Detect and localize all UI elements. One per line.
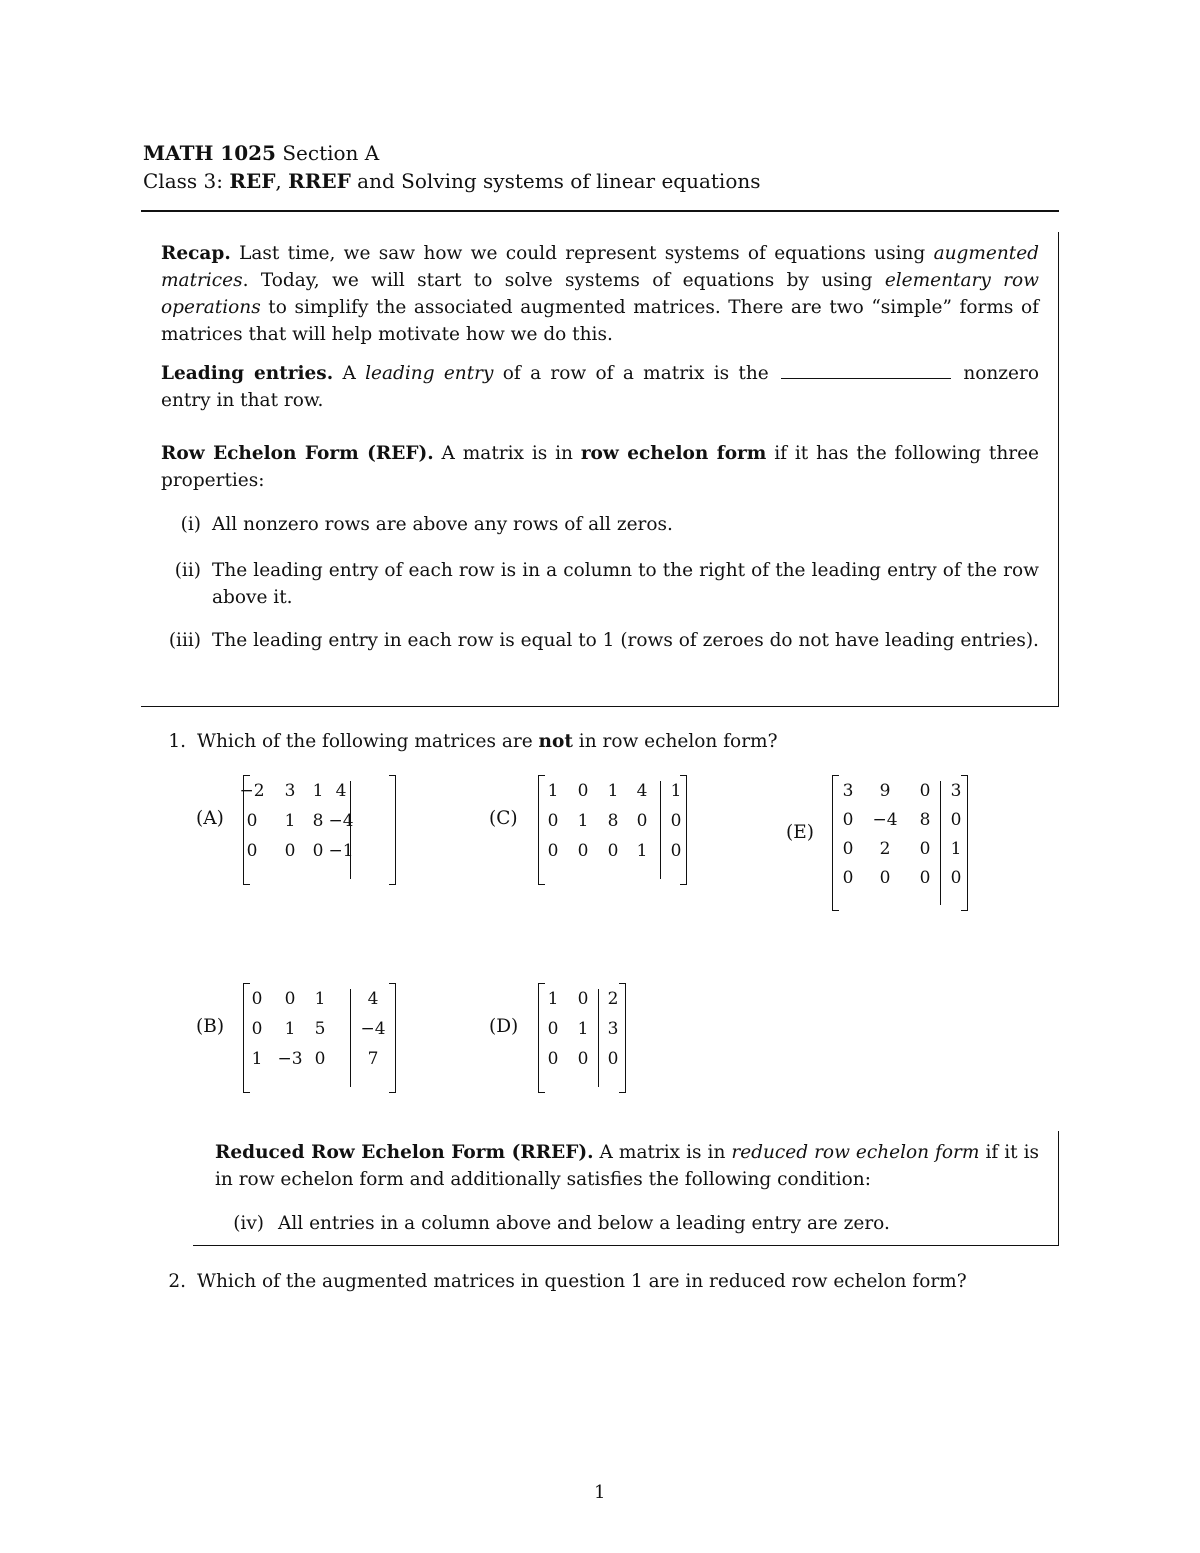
rref-text-1: A matrix is in (593, 1142, 732, 1163)
matrix-cell: −2 (239, 781, 265, 801)
property-number: (iii) (168, 630, 201, 651)
matrix-cell: 1 (950, 839, 962, 859)
matrix-label-d: (D) (489, 1016, 519, 1037)
class-title (143, 169, 761, 193)
question-1-text-1: Which of the following matrices are (197, 731, 539, 752)
matrix-cell: 0 (919, 839, 931, 859)
ref-definition (161, 440, 1039, 494)
question-1-text-2: in row echelon form? (572, 731, 778, 752)
leading-entries-paragraph (161, 360, 1039, 414)
recap-text-3: to simplify the associated augmented matrices. There are two “simple” forms of matrices that will help motivate how we do this. (161, 297, 1039, 345)
matrix-cell: 4 (335, 781, 347, 801)
matrix-cell: 0 (919, 868, 931, 888)
matrix-cell: 0 (919, 781, 931, 801)
matrix-cell: 1 (607, 781, 619, 801)
matrix-cell: 8 (607, 811, 619, 831)
matrix-c (538, 775, 687, 885)
matrix-cell: 8 (312, 811, 324, 831)
matrix-cell: 0 (547, 811, 559, 831)
matrix-cell: 0 (950, 810, 962, 830)
matrix-cell: 3 (284, 781, 296, 801)
matrix-cell: 1 (314, 989, 326, 1009)
question-2-text: Which of the augmented matrices in question 1 are in reduced row echelon form? (197, 1271, 967, 1292)
question-2 (161, 1268, 1039, 1295)
property-text: The leading entry of each row is in a column to the right of the leading entry of the row above it. (212, 560, 1039, 608)
ref-property-item (161, 627, 1039, 654)
fill-in-blank (781, 377, 951, 379)
leading-emphasis: leading entry (365, 363, 494, 384)
matrix-cell: 0 (547, 1019, 559, 1039)
rref-property-item (215, 1210, 1039, 1237)
matrix-cell: −1 (328, 841, 354, 861)
matrix-cell: 0 (314, 1049, 326, 1069)
question-1-bold: not (538, 731, 573, 752)
matrix-cell: 2 (879, 839, 891, 859)
matrix-cell: 0 (607, 841, 619, 861)
class-ref: REF (229, 169, 276, 193)
matrix-cell: 0 (879, 868, 891, 888)
right-bracket (389, 983, 396, 1093)
matrix-cell: 0 (842, 839, 854, 859)
matrix-cell: 0 (251, 989, 263, 1009)
matrix-cell: −4 (360, 1019, 386, 1039)
matrix-cell: 0 (577, 1049, 589, 1069)
matrix-label-c: (C) (489, 808, 518, 829)
class-sep: , (275, 169, 289, 193)
recap-text-2: . Today, we will start to solve systems of equations by using (242, 270, 885, 291)
matrix-a (239, 775, 396, 885)
matrix-cell: 1 (284, 1019, 296, 1039)
matrix-cell: 0 (607, 1049, 619, 1069)
ref-property-item (161, 557, 1039, 611)
course-title (143, 141, 379, 165)
leading-text-2: of a row of a matrix is the (493, 363, 779, 384)
matrix-cell: 0 (842, 810, 854, 830)
matrix-cell: 0 (547, 841, 559, 861)
matrix-cell: 1 (312, 781, 324, 801)
rref-label: Reduced Row Echelon Form (RREF). (215, 1142, 594, 1163)
matrix-cell: 0 (577, 989, 589, 1009)
ref-bold-term: row echelon form (580, 443, 767, 464)
recap-paragraph (161, 240, 1039, 348)
right-bracket (389, 775, 396, 885)
class-rref: RREF (288, 169, 351, 193)
matrix-cell: 0 (251, 1019, 263, 1039)
course-section: Section A (275, 141, 380, 165)
matrix-cell: 1 (636, 841, 648, 861)
matrix-label-e: (E) (786, 822, 814, 843)
matrix-cell: 3 (950, 781, 962, 801)
augment-bar (350, 989, 351, 1087)
matrix-cell: 0 (842, 868, 854, 888)
matrix-cell: 0 (670, 811, 682, 831)
matrix-cell: 0 (547, 1049, 559, 1069)
question-1 (161, 728, 1039, 755)
recap-text-1: Last time, we saw how we could represent systems of equations using (230, 243, 934, 264)
question-number: 1. (168, 731, 186, 752)
matrix-cell: 0 (577, 841, 589, 861)
matrix-cell: 0 (246, 841, 258, 861)
matrix-cell: 3 (842, 781, 854, 801)
leading-text-3: nonzero entry in that row. (161, 363, 1039, 411)
ref-text-1: A matrix is in (433, 443, 581, 464)
recap-emphasis-2: elementary row operations (161, 270, 1039, 318)
matrix-cell: 0 (246, 811, 258, 831)
matrix-cell: 0 (284, 841, 296, 861)
question-number: 2. (168, 1271, 186, 1292)
rref-text-2: if it is in row echelon form and additionally satisfies the following condition: (215, 1142, 1039, 1190)
matrix-cell: 0 (577, 781, 589, 801)
matrix-cell: 4 (367, 989, 379, 1009)
leading-label: Leading entries. (161, 363, 334, 384)
property-text: All nonzero rows are above any rows of all zeros. (212, 514, 673, 535)
matrix-cell: 0 (636, 811, 648, 831)
matrix-cell: 9 (879, 781, 891, 801)
matrix-label-b: (B) (196, 1016, 225, 1037)
matrix-cell: 4 (636, 781, 648, 801)
matrix-cell: 1 (670, 781, 682, 801)
recap-emphasis-1: augmented matrices (161, 243, 1039, 291)
property-number: (iv) (233, 1213, 264, 1234)
matrix-cell: 1 (577, 811, 589, 831)
matrix-cell: 8 (919, 810, 931, 830)
matrix-cell: 1 (547, 989, 559, 1009)
ref-label: Row Echelon Form (REF). (161, 443, 434, 464)
recap-label: Recap. (161, 243, 231, 264)
matrix-cell: 0 (284, 989, 296, 1009)
matrix-cell: 1 (251, 1049, 263, 1069)
matrix-label-a: (A) (196, 808, 224, 829)
class-rest: and Solving systems of linear equations (350, 169, 761, 193)
matrix-cell: −3 (277, 1049, 303, 1069)
matrix-cell: 5 (314, 1019, 326, 1039)
ref-text-2: if it has the following three properties: (161, 443, 1039, 491)
matrix-cell: 0 (950, 868, 962, 888)
matrix-cell: 1 (284, 811, 296, 831)
matrix-cell: 1 (547, 781, 559, 801)
matrix-cell: 7 (367, 1049, 379, 1069)
page-number: 1 (594, 1482, 606, 1503)
course-code: MATH 1025 (143, 141, 276, 165)
property-number: (i) (180, 514, 201, 535)
matrix-cell: −4 (872, 810, 898, 830)
matrix-cell: 0 (670, 841, 682, 861)
property-text: All entries in a column above and below a leading entry are zero. (278, 1213, 890, 1234)
leading-text-1: A (333, 363, 366, 384)
matrix-e (832, 775, 968, 911)
matrix-cell: 2 (607, 989, 619, 1009)
matrix-cell: 0 (312, 841, 324, 861)
property-number: (ii) (174, 560, 201, 581)
matrix-cell: 3 (607, 1019, 619, 1039)
rref-definition (215, 1139, 1039, 1193)
ref-property-item (161, 511, 1039, 538)
class-prefix: Class 3: (143, 169, 230, 193)
matrix-d (538, 983, 626, 1093)
matrix-cell: −4 (328, 811, 354, 831)
header-rule (141, 210, 1059, 212)
matrix-b (243, 983, 396, 1093)
rref-emphasis: reduced row echelon form (731, 1142, 980, 1163)
matrix-cell: 1 (577, 1019, 589, 1039)
property-text: The leading entry in each row is equal to 1 (rows of zeroes do not have leading entries). (212, 630, 1039, 651)
